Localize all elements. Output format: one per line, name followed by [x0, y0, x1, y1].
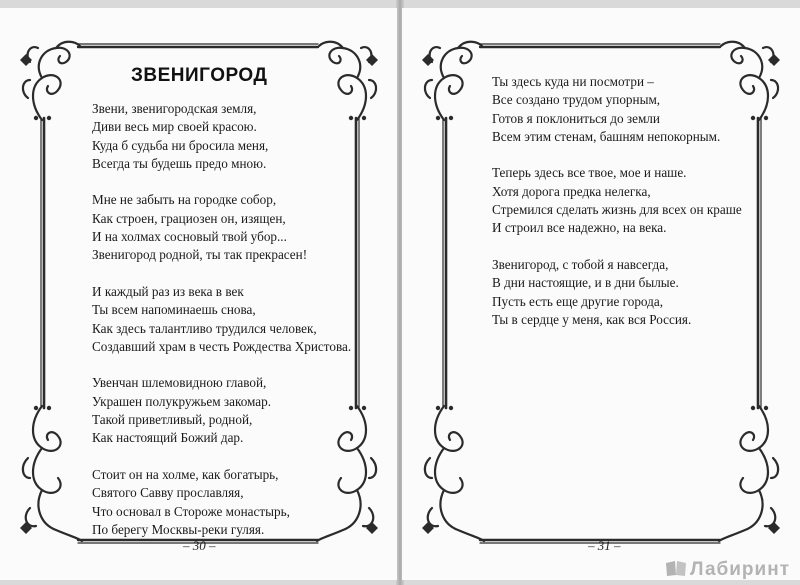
poem-line: Мне не забыть на городке собор,: [92, 192, 277, 208]
poem-left: [92, 100, 351, 557]
poem-line: Пусть есть еще другие города,: [492, 293, 663, 309]
stanza: [492, 73, 742, 146]
watermark-text: Лабиринт: [690, 559, 790, 580]
stanza: [92, 100, 351, 173]
poem-title: ЗВЕНИГОРОД: [131, 65, 268, 86]
poem-line: Ты в сердце у меня, как вся Россия.: [492, 311, 692, 327]
poem-line: Звенигород, с тобой я навсегда,: [492, 256, 669, 272]
poem-line: В дни настоящие, и в дни былые.: [492, 275, 679, 291]
poem-line: Увенчан шлемовидною главой,: [92, 375, 267, 391]
poem-line: И каждый раз из века в век: [92, 283, 244, 299]
left-page: [0, 8, 397, 580]
poem-line: Как строен, грациозен он, изящен,: [92, 210, 286, 226]
stanza: [92, 283, 351, 356]
poem-line: Ты всем напоминаешь снова,: [92, 302, 256, 318]
poem-line: Диви весь мир своей красою.: [92, 119, 257, 135]
stanza: [492, 256, 742, 329]
poem-line: И на холмах сосновый твой убор...: [92, 229, 287, 245]
stanza: [492, 164, 742, 237]
poem-line: Как здесь талантливо трудился человек,: [92, 320, 317, 336]
right-page: [402, 8, 800, 580]
stanza: [92, 466, 351, 539]
poem-line: Всегда ты будешь предо мною.: [92, 155, 267, 171]
poem-line: Хотя дорога предка нелегка,: [492, 183, 651, 199]
poem-line: Звени, звенигородская земля,: [92, 101, 257, 116]
watermark: [665, 559, 790, 581]
page-number: – 31 –: [588, 538, 621, 553]
poem-line: Создавший храм в честь Рождества Христова.: [92, 338, 352, 354]
open-book-icon: [665, 559, 687, 577]
page-number: – 30 –: [183, 538, 216, 553]
poem-line: Стоит он на холме, как богатырь,: [92, 466, 279, 482]
poem-line: Всем этим стенам, башням непокорным.: [492, 128, 721, 144]
poem-line: Куда б судьба ни бросила меня,: [92, 137, 269, 153]
poem-line: Звенигород родной, ты так прекрасен!: [92, 247, 308, 263]
poem-right: [492, 73, 742, 347]
stanza: [92, 374, 351, 447]
poem-line: Ты здесь куда ни посмотри –: [492, 74, 654, 89]
poem-line: По берегу Москвы-реки гуляя.: [92, 521, 265, 537]
poem-line: Святого Савву прославляя,: [92, 485, 244, 501]
stanza: [92, 191, 351, 264]
poem-line: Как настоящий Божий дар.: [92, 430, 244, 446]
poem-line: Готов я поклониться до земли: [492, 110, 660, 126]
poem-line: И строил все надежно, на века.: [492, 220, 667, 236]
poem-line: Стремился сделать жизнь для всех он краше: [492, 202, 742, 218]
poem-line: Украшен полукружьем закомар.: [92, 393, 272, 409]
poem-line: Все создано трудом упорным,: [492, 92, 661, 108]
poem-line: Что основал в Стороже монастырь,: [92, 503, 290, 519]
poem-line: Теперь здесь все твое, мое и наше.: [492, 165, 687, 181]
poem-line: Такой приветливый, родной,: [92, 412, 253, 428]
